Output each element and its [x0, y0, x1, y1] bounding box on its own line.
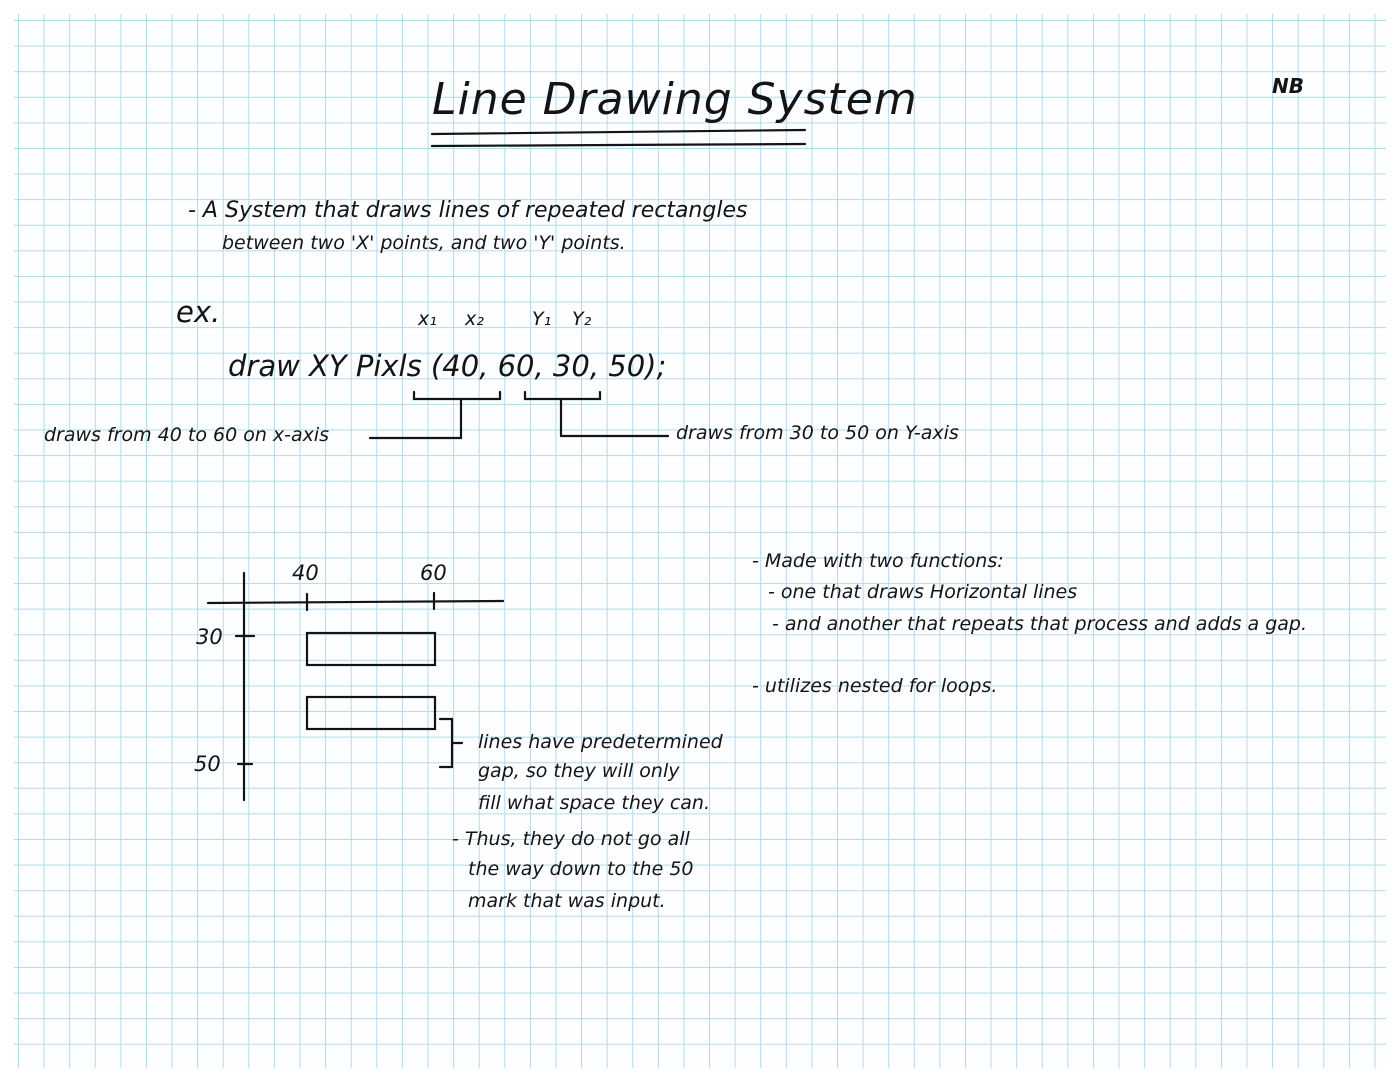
note-y-axis: draws from 30 to 50 on Y-axis [676, 422, 959, 444]
gap-note-line-4: - Thus, they do not go all [452, 828, 690, 850]
drawn-rectangle-2 [307, 697, 435, 729]
y-tick-label-30: 30 [196, 625, 223, 649]
side-note-made-with: - Made with two functions: [752, 550, 1004, 572]
corner-mark: NB [1272, 74, 1304, 98]
title-underline [432, 130, 805, 134]
gap-note-line-1: lines have predetermined [478, 731, 723, 753]
gap-note-line-6: mark that was input. [468, 890, 666, 912]
side-note-function-2: - and another that repeats that process and adds a gap. [772, 613, 1307, 635]
note-x-axis: draws from 40 to 60 on x-axis [44, 424, 330, 446]
example-code: draw XY Pixls (40, 60, 30, 50); [228, 349, 667, 383]
example-label: ex. [176, 295, 221, 329]
side-note-function-1: - one that draws Horizontal lines [768, 581, 1078, 603]
drawn-rectangle-1 [307, 633, 435, 665]
param-y2: Y₂ [572, 308, 592, 330]
page-title: Line Drawing System [432, 74, 918, 125]
gap-note-line-5: the way down to the 50 [468, 858, 694, 880]
bracket-y [525, 392, 600, 399]
gap-note-line-3: fill what space they can. [478, 792, 710, 814]
x-axis [208, 601, 503, 603]
intro-line-1: - A System that draws lines of repeated rectangles [188, 198, 748, 223]
gap-brace [440, 719, 452, 767]
bracket-x [414, 392, 500, 399]
param-y1: Y₁ [532, 308, 552, 330]
y-tick-label-50: 50 [194, 752, 221, 776]
param-x2: x₂ [465, 308, 484, 330]
gap-note-line-2: gap, so they will only [478, 760, 680, 782]
param-x1: x₁ [418, 308, 437, 330]
side-note-nested-loops: - utilizes nested for loops. [752, 675, 998, 697]
x-tick-label-60: 60 [420, 561, 447, 585]
title-underline-2 [432, 144, 805, 146]
x-tick-label-40: 40 [292, 561, 319, 585]
intro-line-2: between two 'X' points, and two 'Y' points. [222, 232, 626, 254]
